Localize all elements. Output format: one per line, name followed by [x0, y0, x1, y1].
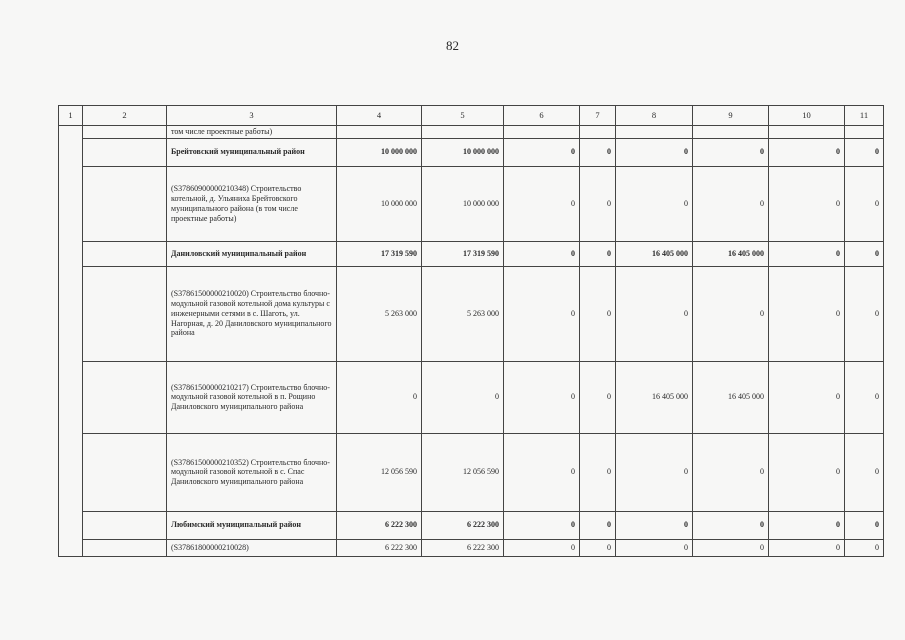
table-row [59, 266, 884, 361]
table-row [59, 539, 884, 556]
amount-cell: 0 [504, 361, 580, 433]
column-number-cell: 5 [422, 106, 504, 126]
amount-cell: 16 405 000 [616, 361, 693, 433]
amount-cell: 6 222 300 [422, 539, 504, 556]
amount-cell: 0 [580, 138, 616, 166]
amount-cell: 0 [693, 166, 769, 241]
column-2-cell [83, 433, 167, 511]
amount-cell [616, 126, 693, 139]
page-number: 82 [446, 38, 459, 53]
amount-cell: 0 [769, 166, 845, 241]
amount-cell: 10 000 000 [422, 166, 504, 241]
amount-cell: 0 [769, 266, 845, 361]
budget-table [58, 105, 884, 557]
column-2-cell [83, 138, 167, 166]
description-cell: (S37860900000210348) Строительство котельной, д. Ульяниха Брейтовского муниципального района (в том числе проектные работы) [167, 166, 337, 241]
amount-cell: 0 [504, 138, 580, 166]
amount-cell: 0 [616, 166, 693, 241]
amount-cell [845, 126, 884, 139]
column-2-cell [83, 166, 167, 241]
description-cell: (S37861800000210028) [167, 539, 337, 556]
amount-cell: 10 000 000 [337, 138, 422, 166]
column-number-cell: 6 [504, 106, 580, 126]
amount-cell: 12 056 590 [337, 433, 422, 511]
table-row [59, 241, 884, 266]
amount-cell: 0 [616, 266, 693, 361]
amount-cell: 0 [616, 539, 693, 556]
column-1-merged-cell [59, 126, 83, 557]
amount-cell: 17 319 590 [337, 241, 422, 266]
amount-cell: 0 [580, 241, 616, 266]
amount-cell: 0 [580, 433, 616, 511]
column-number-cell: 2 [83, 106, 167, 126]
amount-cell: 0 [616, 433, 693, 511]
amount-cell: 0 [504, 241, 580, 266]
amount-cell: 0 [769, 241, 845, 266]
amount-cell: 0 [769, 138, 845, 166]
amount-cell: 0 [580, 266, 616, 361]
amount-cell [422, 126, 504, 139]
amount-cell: 10 000 000 [422, 138, 504, 166]
amount-cell: 16 405 000 [693, 241, 769, 266]
amount-cell: 0 [580, 539, 616, 556]
table-row [59, 166, 884, 241]
amount-cell [337, 126, 422, 139]
amount-cell: 0 [616, 511, 693, 539]
amount-cell: 0 [845, 266, 884, 361]
amount-cell: 16 405 000 [693, 361, 769, 433]
amount-cell: 0 [693, 511, 769, 539]
description-cell: том числе проектные работы) [167, 126, 337, 139]
column-2-cell [83, 266, 167, 361]
description-cell: Любимский муниципальный район [167, 511, 337, 539]
column-2-cell [83, 361, 167, 433]
amount-cell: 0 [693, 266, 769, 361]
column-number-row [59, 106, 884, 126]
amount-cell: 6 222 300 [337, 539, 422, 556]
amount-cell: 0 [845, 138, 884, 166]
table-row [59, 126, 884, 139]
amount-cell: 0 [422, 361, 504, 433]
amount-cell: 16 405 000 [616, 241, 693, 266]
description-cell: (S37861500000210352) Строительство блочно-модульной газовой котельной в с. Спас Даниловского муниципального района [167, 433, 337, 511]
amount-cell: 0 [616, 138, 693, 166]
amount-cell [580, 126, 616, 139]
amount-cell: 0 [845, 539, 884, 556]
amount-cell: 10 000 000 [337, 166, 422, 241]
amount-cell: 5 263 000 [422, 266, 504, 361]
amount-cell: 0 [845, 166, 884, 241]
amount-cell: 0 [693, 138, 769, 166]
amount-cell: 0 [845, 433, 884, 511]
amount-cell [504, 126, 580, 139]
column-2-cell [83, 241, 167, 266]
column-2-cell [83, 539, 167, 556]
column-number-cell: 7 [580, 106, 616, 126]
table-row [59, 361, 884, 433]
amount-cell: 0 [845, 241, 884, 266]
amount-cell [693, 126, 769, 139]
amount-cell: 0 [693, 539, 769, 556]
column-number-cell: 11 [845, 106, 884, 126]
amount-cell: 0 [337, 361, 422, 433]
amount-cell: 0 [580, 511, 616, 539]
amount-cell: 6 222 300 [337, 511, 422, 539]
amount-cell: 0 [580, 361, 616, 433]
amount-cell: 0 [769, 433, 845, 511]
amount-cell [769, 126, 845, 139]
description-cell: Брейтовский муниципальный район [167, 138, 337, 166]
amount-cell: 0 [769, 539, 845, 556]
column-number-cell: 3 [167, 106, 337, 126]
column-2-cell [83, 511, 167, 539]
amount-cell: 0 [845, 361, 884, 433]
table-row [59, 433, 884, 511]
column-number-cell: 1 [59, 106, 83, 126]
column-2-cell [83, 126, 167, 139]
amount-cell: 0 [693, 433, 769, 511]
column-number-cell: 9 [693, 106, 769, 126]
column-number-cell: 4 [337, 106, 422, 126]
amount-cell: 0 [769, 511, 845, 539]
amount-cell: 0 [504, 433, 580, 511]
amount-cell: 0 [769, 361, 845, 433]
table-row [59, 138, 884, 166]
amount-cell: 0 [504, 511, 580, 539]
description-cell: Даниловский муниципальный район [167, 241, 337, 266]
table-row [59, 511, 884, 539]
amount-cell: 0 [845, 511, 884, 539]
column-number-cell: 10 [769, 106, 845, 126]
amount-cell: 17 319 590 [422, 241, 504, 266]
description-cell: (S37861500000210020) Строительство блочно-модульной газовой котельной дома культуры с инженерными сетями в с. Шаготь, ул. Нагорная, д. 20 Даниловского муниципального района [167, 266, 337, 361]
amount-cell: 5 263 000 [337, 266, 422, 361]
amount-cell: 0 [504, 166, 580, 241]
amount-cell: 0 [504, 539, 580, 556]
column-number-cell: 8 [616, 106, 693, 126]
amount-cell: 12 056 590 [422, 433, 504, 511]
amount-cell: 0 [580, 166, 616, 241]
amount-cell: 0 [504, 266, 580, 361]
description-cell: (S37861500000210217) Строительство блочно-модульной газовой котельной в п. Рощино Даниловского муниципального района [167, 361, 337, 433]
amount-cell: 6 222 300 [422, 511, 504, 539]
